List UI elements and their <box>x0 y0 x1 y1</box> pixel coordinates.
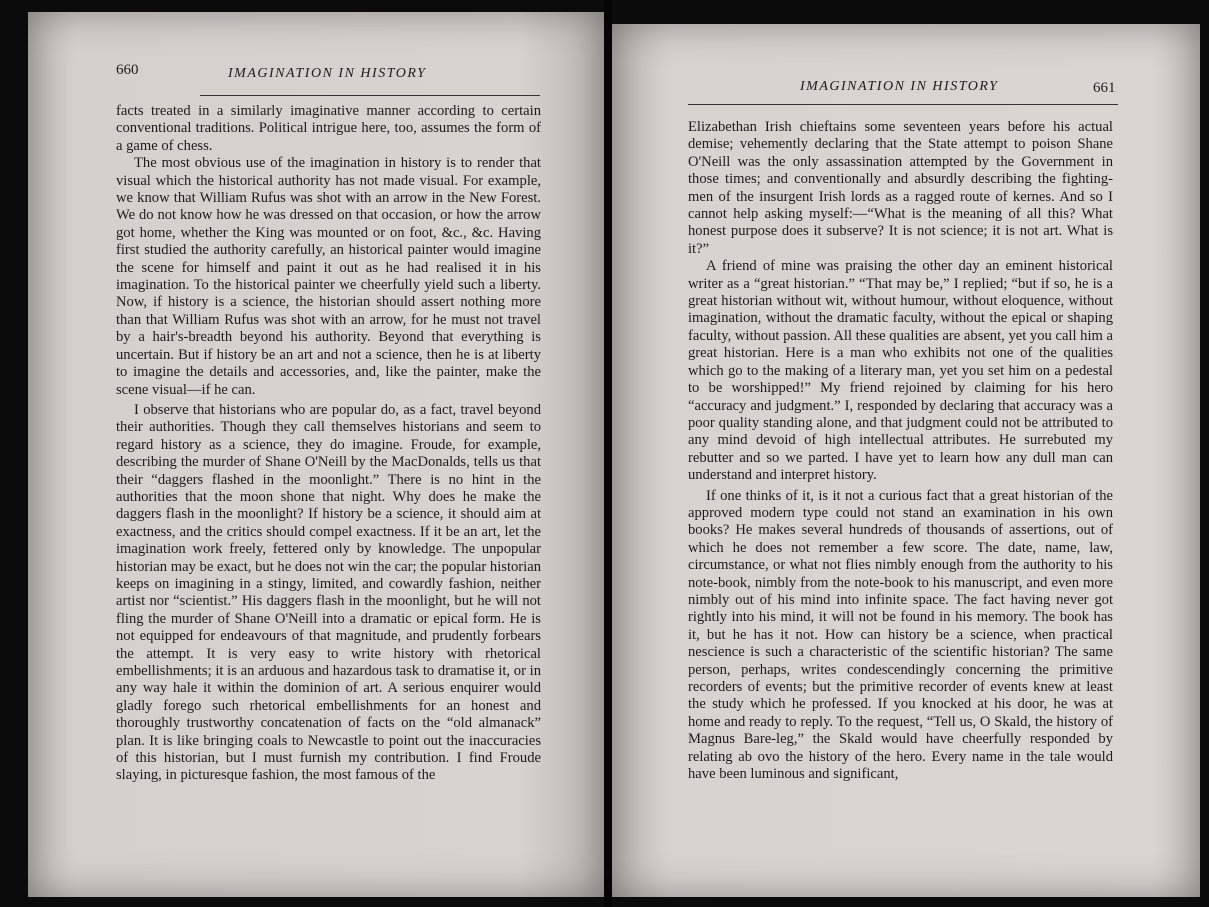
right-page-body <box>688 119 1113 783</box>
right-paragraph-2: A friend of mine was praising the other day an eminent historical writer as a “great historian.” “That may be,” I replied; “but if so, he is a great historian without wit, without humour, without eloquence, without imagination, without the dramatic faculty, without the epical or shaping faculty, without passion. All these qualities are absent, yet you call him a great historian. Here is a man who exhibits not one of the qualities which go to the making of a literary man, yet you set him on a pedestal to be worshipped!” My friend rejoined by claiming for his hero “accuracy and judgment.” I, responded by declaring that accuracy was a poor quality standing alone, and that judgment could not be attributed to any mind devoid of high intellectual attributes. He surrebuted my rebutter and so we parted. I have yet to learn how any dull man can understand and interpret history. <box>688 258 1114 484</box>
left-page-body <box>116 103 541 785</box>
left-paragraph-1: facts treated in a similarly imaginative manner according to certain conventional traditions. Political intrigue here, too, assumes the form of a game of chess. <box>116 103 541 154</box>
left-paragraph-3: I observe that historians who are popular do, as a fact, travel beyond their authorities. Though they call themselves historians and seem to regard history as a science, they do imagine. Froude, for example, describing the murder of Shane O'Neill by the MacDonalds, tells us that their “daggers flashed in the moonlight.” There is no hint in the authorities that the moon shone that night. Why does he make the daggers flash in the moonlight? If history be a science, it should aim at exactness, and the critics should compel exactness. If it be an art, let the imagination work freely, fettered only by knowledge. The unpopular historian may be exact, but he does not win the car; the popular historian keeps on imagining in a stingy, limited, and cowardly fashion, neither artist nor “scientist.” His daggers flash in the moonlight, but he will not fling the murder of Shane O'Neill into a dramatic or epical form. He is not equipped for endeavours of that magnitude, and prudently forbears the attempt. It is very easy to write history with rhetorical embellishments; it is an arduous and hazardous task to dramatise it, or in any way hale it within the dominion of art. A serious enquirer would gladly forego such rhetorical embellishments for an honest and thoroughly trustworthy concatenation of facts on the “old almanack” plan. It is like bringing coals to Newcastle to point out the inaccuracies of this historian, but I must furnish my contribution. I find Froude slaying, in picturesque fashion, the most famous of the <box>116 401 541 784</box>
right-paragraph-3: If one thinks of it, is it not a curious fact that a great historian of the approved modern type could not stand an examination in his own books? He makes several hundreds of thousands of assertions, out of which he does not remember a few score. The date, name, law, circumstance, or what not flies nimbly enough from the authority to his note-book, nimbly from the note-book to his manuscript, and even more nimbly out of his mind into infinite space. The fact having never got rightly into his mind, it will not be found in his memory. The book has it, but he has it not. How can history be a science, when practical nescience is such a characteristic of the scientific historian? The same person, perhaps, writes condescendingly concerning the primitive recorders of events; but the primitive recorder of events knew at least the study which he professed. If you knocked at his door, he was at home and ready to reply. To the request, “Tell us, O Skald, the history of Magnus Bare-leg,” the Skald would have cheerfully responded by relating ab ovo the history of the hero. Every name in the tale would have been luminous and significant, <box>688 487 1113 783</box>
left-paragraph-2: The most obvious use of the imagination in history is to render that visual which the historical authority has not made visual. For example, we know that William Rufus was shot with an arrow in the New Forest. We do not know how he was dressed on that occasion, or how the arrow got home, whether the King was mounted or on foot, &c., &c. Having first studied the authority carefully, an historical painter would imagine the scene for himself and paint it out as he had realised it in his imagination. To the historical painter we cheerfully yield such a liberty. Now, if history is a science, the historian should assert nothing more than that William Rufus was shot with an arrow, for he must not travel by a hair's-breadth beyond his authority. Beyond that everything is uncertain. But if history be an art and not a science, then he is at liberty to imagine the details and accessories, and, like the painter, make the scene visual—if he can. <box>116 155 541 398</box>
book-gutter <box>604 0 612 907</box>
right-paragraph-1: Elizabethan Irish chieftains some seventeen years before his actual demise; vehemently declaring that the State attempt to poison Shane O'Neill was the only assassination attempted by the Government in those times; and conventionally and absurdly describing the fighting-men of the insurgent Irish lords as a ragged route of kernes. And so I cannot help asking myself:—“What is the meaning of all this? What honest purpose does it subserve? It is not science; it is not art. What is it?” <box>688 119 1113 257</box>
left-header-rule <box>200 95 540 96</box>
right-header-rule <box>688 104 1118 105</box>
right-running-head: IMAGINATION IN HISTORY <box>800 79 999 94</box>
right-page-number: 661 <box>1093 80 1116 96</box>
left-running-head: IMAGINATION IN HISTORY <box>228 66 427 81</box>
left-page-number: 660 <box>116 62 139 78</box>
